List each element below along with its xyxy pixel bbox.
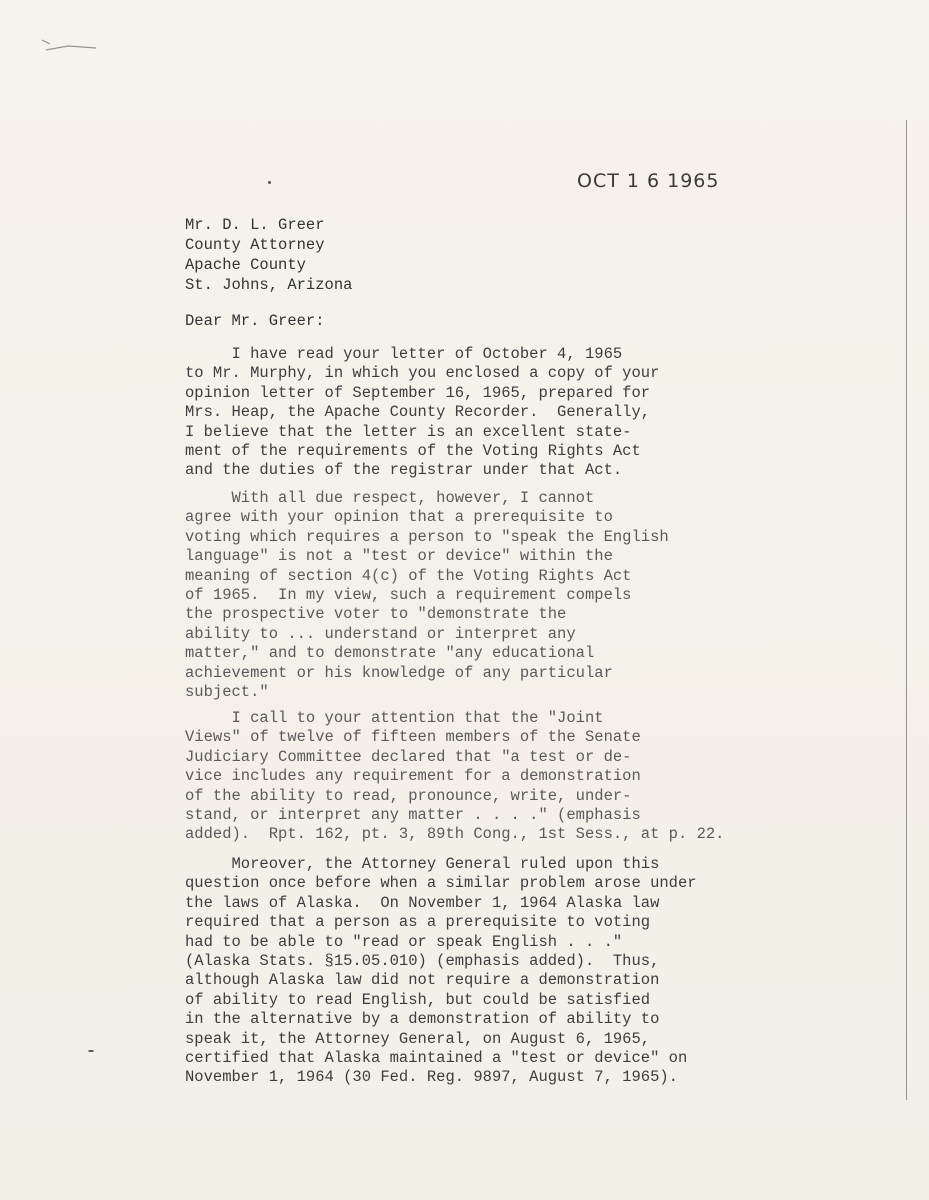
- paragraph-2: [185, 489, 835, 702]
- paragraph-line: although Alaska law did not require a demonstration: [185, 971, 660, 990]
- paragraph-3: [185, 709, 835, 845]
- paragraph-line: I believe that the letter is an excellent state-: [185, 422, 632, 441]
- paragraph-line: vice includes any requirement for a demonstration: [185, 767, 641, 786]
- address-line: County Attorney: [185, 236, 325, 254]
- paragraph-line: certified that Alaska maintained a "test or device" on: [185, 1049, 688, 1068]
- date-stamp: OCT 1 6 1965: [577, 170, 720, 192]
- address-line: Apache County: [185, 256, 306, 274]
- paragraph-line: agree with your opinion that a prerequisite to: [185, 508, 613, 527]
- paragraph-line: I have read your letter of October 4, 1965: [185, 345, 623, 363]
- paragraph-line: to Mr. Murphy, in which you enclosed a copy of your: [185, 364, 660, 383]
- paragraph-line: had to be able to "read or speak English . . .": [185, 932, 623, 951]
- corner-scribble-mark: [40, 36, 100, 60]
- paragraph-line: stand, or interpret any matter . . . ." (emphasis: [185, 806, 641, 825]
- paragraph-line: November 1, 1964 (30 Fed. Reg. 9897, August 7, 1965).: [185, 1068, 678, 1087]
- paragraph-line: opinion letter of September 16, 1965, prepared for: [185, 383, 651, 402]
- paragraph-line: ability to ... understand or interpret any: [185, 624, 576, 643]
- paragraph-line: Judiciary Committee declared that "a test or de-: [185, 747, 632, 766]
- paragraph-line: I call to your attention that the "Joint: [185, 709, 604, 727]
- paragraph-4: [185, 855, 835, 1088]
- paragraph-line: of ability to read English, but could be satisfied: [185, 990, 651, 1009]
- paragraph-line: the prospective voter to "demonstrate the: [185, 605, 567, 624]
- paragraph-line: added). Rpt. 162, pt. 3, 89th Cong., 1st Sess., at p. 22.: [185, 825, 725, 844]
- salutation: Dear Mr. Greer:: [185, 312, 325, 330]
- address-line: Mr. D. L. Greer: [185, 216, 325, 234]
- recipient-address: [185, 215, 352, 295]
- paragraph-line: achievement or his knowledge of any particular: [185, 663, 613, 682]
- paragraph-1: [185, 345, 835, 481]
- paragraph-line: of the ability to read, pronounce, write, under-: [185, 786, 632, 805]
- address-line: St. Johns, Arizona: [185, 276, 353, 294]
- paragraph-line: Mrs. Heap, the Apache County Recorder. Generally,: [185, 403, 651, 422]
- paragraph-line: meaning of section 4(c) of the Voting Rights Act: [185, 566, 632, 585]
- paragraph-line: subject.": [185, 683, 269, 702]
- paragraph-line: matter," and to demonstrate "any educational: [185, 644, 595, 663]
- paragraph-line: Views" of twelve of fifteen members of the Senate: [185, 728, 641, 747]
- paragraph-line: Moreover, the Attorney General ruled upon this: [185, 855, 660, 873]
- stray-mark: [268, 181, 271, 184]
- paragraph-line: language" is not a "test or device" within the: [185, 547, 613, 566]
- stray-mark: [88, 1050, 94, 1052]
- paragraph-line: required that a person as a prerequisite to voting: [185, 913, 651, 932]
- paragraph-line: in the alternative by a demonstration of ability to: [185, 1010, 660, 1029]
- paragraph-line: of 1965. In my view, such a requirement compels: [185, 586, 632, 605]
- paragraph-line: ment of the requirements of the Voting Rights Act: [185, 442, 641, 461]
- paragraph-line: voting which requires a person to "speak the English: [185, 527, 669, 546]
- paragraph-line: speak it, the Attorney General, on August 6, 1965,: [185, 1029, 651, 1048]
- paragraph-line: (Alaska Stats. §15.05.010) (emphasis added). Thus,: [185, 952, 660, 971]
- paragraph-line: the laws of Alaska. On November 1, 1964 Alaska law: [185, 893, 660, 912]
- page-edge-line: [906, 120, 907, 1100]
- paragraph-line: question once before when a similar problem arose under: [185, 874, 697, 893]
- paragraph-line: and the duties of the registrar under that Act.: [185, 461, 623, 480]
- paragraph-line: With all due respect, however, I cannot: [185, 489, 595, 507]
